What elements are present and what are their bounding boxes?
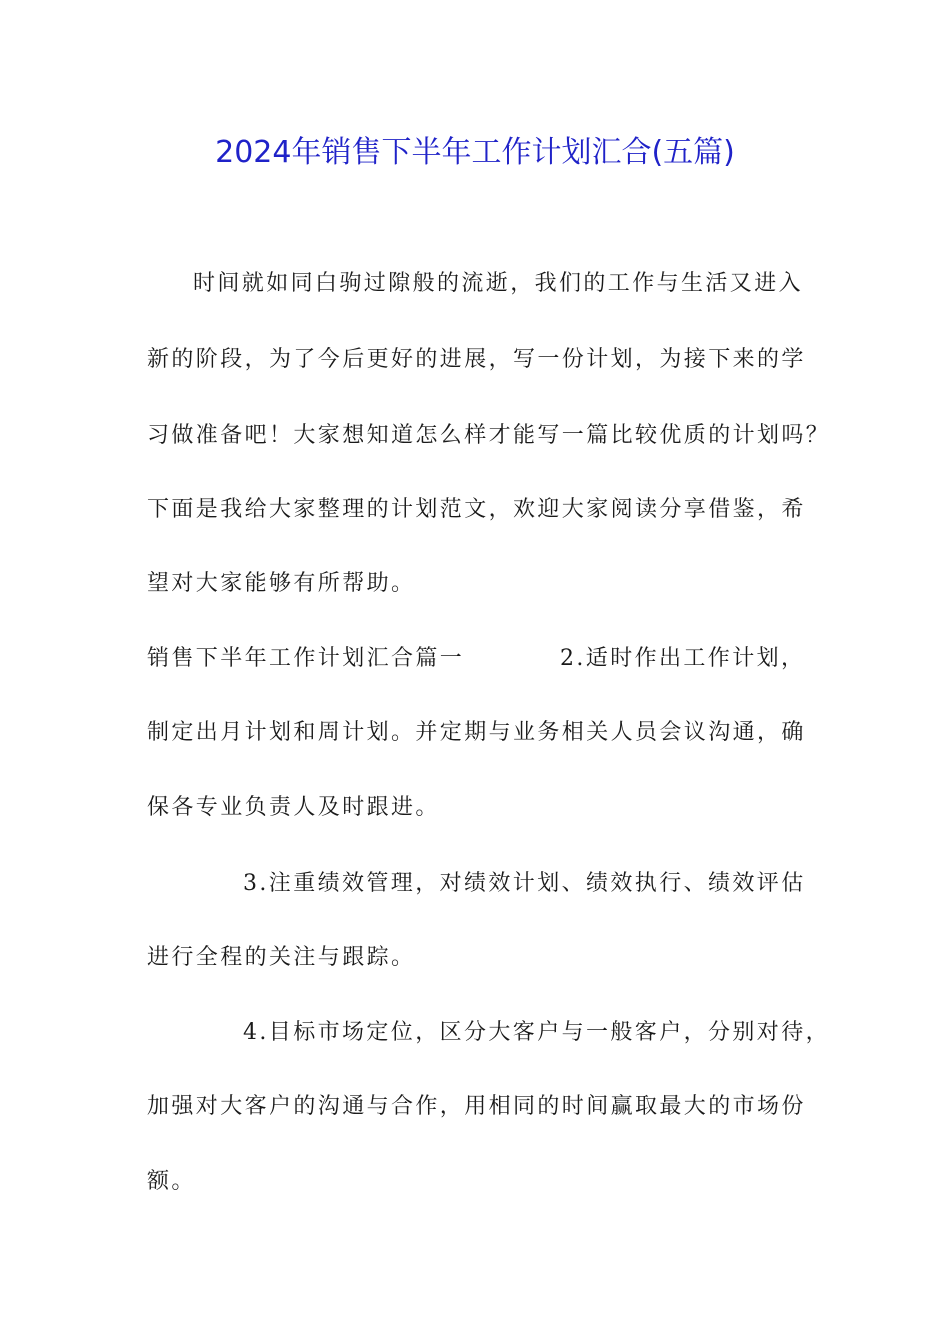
paragraph-line: 额。 [147, 1169, 196, 1194]
paragraph-line: 时间就如同白驹过隙般的流逝，我们的工作与生活又进入 [193, 271, 804, 296]
document-title: 2024年销售下半年工作计划汇合(五篇) [215, 135, 735, 170]
paragraph-line: 加强对大客户的沟通与合作，用相同的时间赢取最大的市场份 [147, 1094, 806, 1119]
paragraph-line: 制定出月计划和周计划。并定期与业务相关人员会议沟通，确 [147, 720, 806, 745]
paragraph-line: 3.注重绩效管理，对绩效计划、绩效执行、绩效评估 [243, 871, 806, 896]
paragraph-line: 4.目标市场定位，区分大客户与一般客户，分别对待， [243, 1020, 830, 1045]
paragraph-line: 望对大家能够有所帮助。 [147, 571, 416, 596]
paragraph-line: 保各专业负责人及时跟进。 [147, 795, 440, 820]
paragraph-line: 2.适时作出工作计划， [560, 646, 806, 671]
paragraph-line: 进行全程的关注与跟踪。 [147, 945, 416, 970]
paragraph-line: 习做准备吧！大家想知道怎么样才能写一篇比较优质的计划吗？ [147, 423, 831, 448]
section-heading: 销售下半年工作计划汇合篇一 [147, 646, 465, 671]
paragraph-line: 下面是我给大家整理的计划范文，欢迎大家阅读分享借鉴，希 [147, 497, 806, 522]
paragraph-line: 新的阶段，为了今后更好的进展，写一份计划，为接下来的学 [147, 347, 806, 372]
